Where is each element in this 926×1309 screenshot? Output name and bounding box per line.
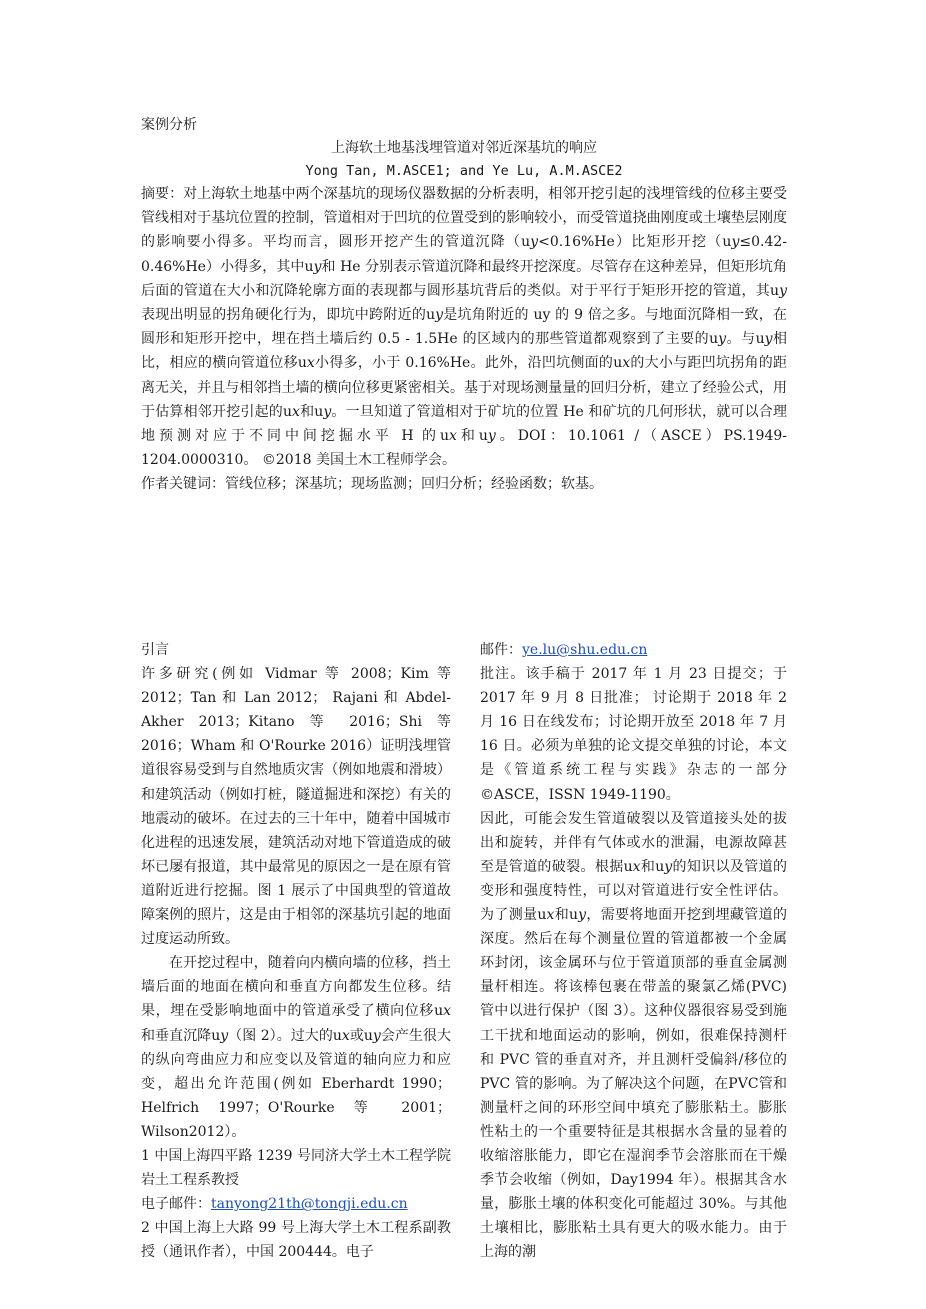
email-link-lu[interactable]: ye.lu@shu.edu.cn (522, 642, 648, 658)
paper-title: 上海软土地基浅埋管道对邻近深基坑的响应 (331, 140, 597, 156)
excavation-paragraph: 在开挖过程中，随着向内横向墙的位移，挡土墙后面的地面在横向和垂直方向都发生位移。结果，埋在受影响地面中的管道承受了横向位移u𝑥和垂直沉降u𝑦（图 2）。过大的u𝑥或u𝑦会产生很大的纵向弯曲应力和应变以及管道的轴向应力和应变，超出允许范围(例如 Eberhardt 1990；Helfrich 1997；O'Rourke 等 2001；Wilson2012）。 (141, 955, 451, 1140)
section-label: 案例分析 (141, 117, 197, 133)
right-column (480, 638, 787, 1264)
editorial-note: 批注。该手稿于 2017 年 1 月 23 日提交；于 2017 年 9 月 8 日批准； 讨论期于 2018 年 2 月 16 日在线发布；讨论期开放至 2018 年 7 月 16 日。必须为单独的论文提交单独的讨论，本文是《管道系统工程与实践》杂志的一部分©ASCE，ISSN 1949-1190。 (480, 666, 787, 803)
email-label: 电子邮件： (141, 1196, 211, 1213)
paper-page (141, 114, 787, 1261)
introduction-heading: 引言 (141, 642, 169, 658)
email-link-tan[interactable]: tanyong21th@tongji.edu.cn (211, 1196, 408, 1213)
author-keywords: 作者关键词：管线位移；深基坑；现场监测；回归分析；经验函数；软基。 (141, 476, 603, 493)
intro-paragraph: 许多研究(例如 Vidmar 等 2008；Kim 等 2012；Tan 和 Lan 2012； Rajani 和 Abdel-Akher 2013；Kitano 等 2016；Shi 等 2016；Wham 和 O'Rourke 2016）证明浅埋管道很容易受到与自然地质灾害（例如地震和滑坡）和建筑活动（例如打桩，隧道掘进和深挖）有关的地震动的破坏。在过去的三十年中，随着中国城市化进程的迅速发展，建筑活动对地下管道造成的破坏已屡有报道，其中最常见的原因之一是在原有管道附近进行挖掘。图 1 展示了中国典型的管道故障案例的照片，这是由于相邻的深基坑引起的地面过度运动所致。 (141, 666, 451, 948)
email-line-1 (141, 1192, 451, 1216)
affiliation-2: 2 中国上海上大路 99 号上海大学土木工程系副教授（通讯作者），中国 200444。电子 (141, 1220, 451, 1261)
instrumentation-paragraph: 因此，可能会发生管道破裂以及管道接头处的拔出和旋转，并伴有气体或水的泄漏，电源故障甚至是管道的破裂。根据u𝑥和u𝑦的知识以及管道的变形和强度特性，可以对管道进行安全性评估。为了测量u𝑥和u𝑦，需要将地面开挖到埋藏管道的深度。然后在每个测量位置的管道都被一个金属环封闭，该金属环与位于管道顶部的垂直金属测量杆相连。将该棒包裹在带盖的聚氯乙烯(PVC)管中以进行保护（图 3）。这种仪器很容易受到施工干扰和地面运动的影响，例如，很难保持测杆和 PVC 管的垂直对齐，并且测杆受偏斜/移位的 PVC 管的影响。为了解决这个问题，在PVC管和测量杆之间的环形空间中填充了膨胀粘土。膨胀性粘土的一个重要特征是其根据水含量的显着的收缩溶胀能力，即它在湿润季节会溶胀而在干燥季节会收缩（例如，Day1994 年）。根据其含水量，膨胀土壤的体积变化可能超过 30%。与其他土壤相比，膨胀粘土具有更大的吸水能力。由于上海的潮 (480, 810, 787, 1261)
left-column (141, 638, 451, 1264)
email-label: 邮件： (480, 642, 522, 658)
email-line-2 (480, 638, 787, 662)
abstract: 摘要：对上海软土地基中两个深基坑的现场仪器数据的分析表明，相邻开挖引起的浅埋管线的位移主要受管线相对于基坑位置的控制，管道相对于凹坑的位置受到的影响较小，而受管道挠曲刚度或土壤垫层刚度的影响要小得多。平均而言，圆形开挖产生的管道沉降（u𝑦<0.16%He）比矩形开挖（u𝑦≤0.42-0.46%He）小得多，其中u𝑦和 He 分别表示管道沉降和最终开挖深度。尽管存在这种差异，但矩形坑角后面的管道在大小和沉降轮廓方面的表现都与圆形基坑背后的类似。对于平行于矩形开挖的管道，其u𝑦表现出明显的拐角硬化行为，即坑中跨附近的u𝑦是坑角附近的 uy 的 9 倍之多。与地面沉降相一致，在圆形和矩形开挖中，埋在挡土墙后约 0.5 - 1.5He 的区域内的那些管道都观察到了主要的u𝑦。与u𝑦相比，相应的横向管道位移u𝑥小得多，小于 0.16%He。此外，沿凹坑侧面的u𝑥的大小与距凹坑拐角的距离无关，并且与相邻挡土墙的横向位移更紧密相关。基于对现场测量量的回归分析，建立了经验公式，用于估算相邻开挖引起的u𝑥和u𝑦。一旦知道了管道相对于矿坑的位置 He 和矿坑的几何形状，就可以合理地预测对应于不同中间挖掘水平 H 的u𝑥和u𝑦。DOI：10.1061 /（ASCE）PS.1949-1204.0000310。 ©2018 美国土木工程师学会。 (141, 186, 787, 469)
author-line: Yong Tan, M.ASCE1; and Ye Lu, A.M.ASCE2 (305, 163, 623, 179)
affiliation-1: 1 中国上海四平路 1239 号同济大学土木工程学院岩土工程系教授 (141, 1147, 451, 1189)
